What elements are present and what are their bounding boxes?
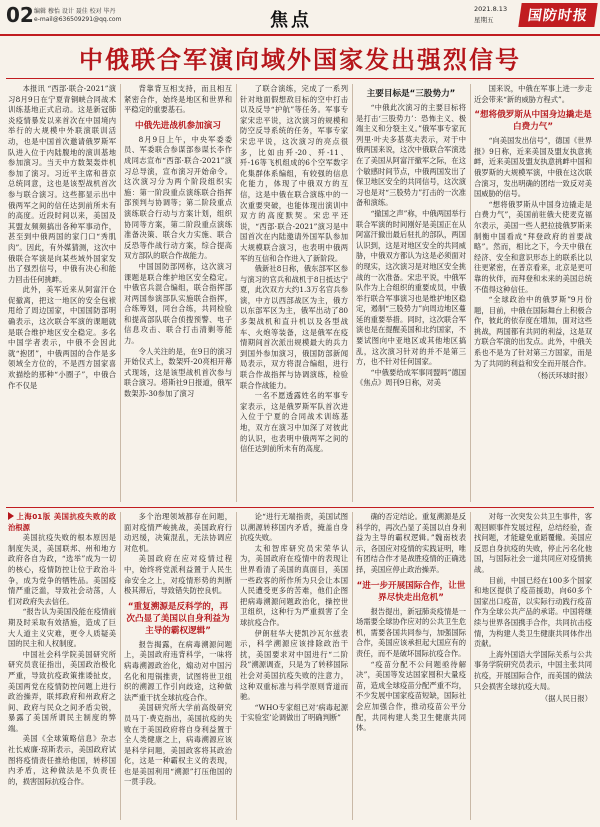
column-divider [470,84,471,502]
bottom-column-2 [124,512,232,820]
paragraph: 对每一次突发公共卫生事件，客观回顾事件发展过程，总结经验，查找问题，才能避免重蹈覆辙。美国应反思自身抗疫的失败，停止污名化他国，与国际社会一道共同应对疫情挑战。 [474,512,592,574]
paragraph: 报告揭露，在病毒溯源问题上，美国政府违背科学，一味将病毒溯源政治化，煽动对中国污名化和甩锅推责，试图将世卫组织的溯源工作引向歧途，这种做法严重干扰全球抗疫合作。 [124,639,232,702]
subheading: “想将俄罗斯从中国身边撬走是白费力气” [474,110,592,133]
byline: （杨沃环球时报） [533,371,592,381]
paragraph: 8月9日上午，中央军委委员、军委联合参谋部参谋长李作成同志宣布“西部·联合-2021”演习总导演，宣布演习开始命令。这次演习分为两个阶段组织实施：第一阶段重点演练联合指挥部预判与协调等；第二阶段重点演练联合行动与方案计划，组织协同等方案，第二阶段重点演练准备决策、联合火力实施、联合反恐等作战行动方案，综合提高双方部队的联合作战能力。 [124,134,232,261]
column-divider [120,512,121,820]
subheading: 主要目标是“三股势力” [366,89,456,99]
story-divider [6,507,594,508]
byline: （据人民日报） [540,694,592,704]
paragraph: 美国研究所大学前高级研究员马丁·费克指出，美国抗疫的失败在于美国政府将自身利益置于全人类健康之上，病毒溯源应该是科学问题，美国政客将其政治化，这是一种霸权主义的表现，也是美国利用“溯源”打压他国的一贯手段。 [124,703,232,787]
paragraph: “中俄此次演习的主要目标将是打击‘三股势力’：恐怖主义、极端主义和分裂主义。”俄军事专家瓦列里·叶夫多基莫夫表示，对于中俄两国来说，这次中俄联合军演选在了美国从阿富汗撤军之际，在这个敏感时间节点，中俄两国发出了保卫地区安全的共同信号，这次演习也是对“三股势力”打击的一次准备和演练。 [356,103,466,208]
paragraph: 本报讯 “西部·联合-2021”演习8月9日在宁夏青铜峡合同战术训练基地正式启动。这是新冠肺炎疫情暴发以来首次在中国境内举行的大规模中外联演联训活动，也是中国首次邀请俄罗斯军队进入位于内陆腹地的演训基地参加演习。当天中方数架轰炸机参加了演习。习近平主席和普京总统同意，这也是该型战机首次参与联合演习。这些都显示出中俄两军之间的信任达到前所未有的高度。近段时间以来，美国及其盟友频频搞出各种军事动作，甚至到中俄两国的家门口“秀肌肉”。因此，有外媒猜测，这次中俄联合军演是向某些域外国家发出了强烈信号，中俄有决心和能力回击任何挑衅。 [8,84,116,284]
bottom-column-4 [356,512,466,820]
paragraph: “全球政治中的俄罗斯”9月份题，目前，中俄在国际舞台上积极合作，彼此的依存度在增加，面对这些挑战，两国都有共同的利益，这是双方联合军演的出发点。此外，中俄关系也不是为了针对第三方国家，而是为了共同的利益和安全而开展合作。 [474,295,592,368]
top-column-1 [8,84,116,502]
bottom-column-3 [240,512,348,820]
paragraph: 上海外国语大学国际关系与公共事务学院研究员表示，中国主张共同抗疫，开展国际合作，而美国的做法只会损害全球抗疫大局。 [474,649,592,691]
paragraph: 中国社会科学院美国研究所研究员袁征指出，美国政治极化严重，导致抗疫政策推诿扯皮，美国两党在疫情防控问题上进行政治操弄，联邦政府和州政府之间、政府与民众之间矛盾尖锐，暴露了美国所谓民主制度的弊端。 [8,649,116,733]
paragraph: “中俄要给成军事同盟吗”德国《焦点》周刊9日称，对美 [356,367,466,388]
paragraph: 目前，中国已经在100多个国家和地区提供了疫苗援助，向60多个国家出口疫苗，以实际行动践行疫苗作为全球公共产品的承诺。中国将继续与世界各国携手合作，共同抗击疫情，为构建人类卫生健康共同体作出贡献。 [474,575,592,649]
issue-date: 2021.8.13 [474,5,508,13]
paragraph: 背靠背互相支持，而且相互紧密合作，始终是地区和世界和平稳定的重要基石。 [124,84,232,115]
newspaper-logo: 国防时报 [518,3,597,27]
page-header [0,0,600,36]
top-column-5 [474,84,592,502]
paragraph: 论“进行无端指责，美国试图以溯源转移国内矛盾，掩盖自身抗疫失败。 [240,512,348,543]
paragraph: 确的否定结论。重复溯源是反科学的，再次凸显了美国以自身利益为主导的霸权逻辑。”魏南枝表示，各国应对疫情的实践证明，唯有团结合作才是战胜疫情的正确选择，美国应停止政治操弄。 [356,512,466,574]
column-divider [352,84,353,502]
column-divider [470,512,471,820]
column-divider [236,512,237,820]
subheading: 中俄先进战机参加演习 [135,120,221,131]
paragraph: 伊朗驻华大使凯沙瓦尔兹表示，科学溯源应该排除政治干扰，美国要求对中国进行“二阶段”溯源调查，只是为了转移国际社会对美国抗疫失败的注意力，这种双重标准与科学原则背道而驰。 [240,628,348,702]
paragraph: 俄新社8日称，俄东部军区参与演习的官兵和战机于8日抵达宁夏，此次双方大约1.3万名官兵参演，中方以西部战区为主，俄方以东部军区为主，俄军出动了80多架战机和直升机以及各型战车、火炮等装备，这是俄军在疫情期间首次派出规模最大的兵力到国外参加演习，俄国防部新闻局表示，双方将混合编组，进行联合作战指挥与协调演练，检验联合作战能力。 [240,264,348,390]
paragraph: “疫苗分配不公问题亟待解决”，美国等发达国家囤积大量疫苗，造成全球疫苗分配严重不均，不少发展中国家疫苗短缺，国际社会应加强合作，推动疫苗公平分配，共同构建人类卫生健康共同体。 [356,659,466,733]
paragraph: 太和智库研究员宋荣华认为，美国政府在疫情中的表现让世界看清了美国的真面目，美国一些政客的所作所为只会让本国人民遭受更多的苦难，他们企图把病毒溯源问题政治化，操控世卫组织，这种行为严重损害了全球抗疫合作。 [240,543,348,627]
section-title: 焦点 [270,10,312,31]
paragraph: 美国政府在应对疫情过程中，始终将党派利益置于人民生命安全之上，对疫情形势的判断极其滞后，导致错失防控良机。 [124,554,232,596]
bottom-column-5 [474,512,592,820]
paragraph: “WHO专家组已对‘病毒起源于实验室’论调做出了明确判断” [240,702,348,723]
paragraph: 了联合演练，完成了一系列针对地面假想敌目标的空中打击以及反导“护航”等任务。军事专家宋忠平说，这次演习的规模和防空反导系统的任务，军事专家宋忠平说，这次演习的亮点很多，比如由歼-20、歼-11、歼-16等飞机组成的6个空军数字化集群体系编组，有较强的信息化能力，体现了中俄双方的互信，这是中俄在联合演练中的一次重要突破，也能体现出演训中双方的高度默契。宋忠平还说，“西部·联合-2021”演习是中国首次在内陆邀请外国军队参加大规模联合演习，也表明中俄两军的互信和合作进入了新阶段。 [240,84,348,263]
paragraph: 国来说，中俄在军事上进一步走近会带来“新的威胁方程式”。 [474,84,592,104]
top-column-4 [356,84,466,502]
paragraph: 中国国防部网称，这次演习课题是联合维护地区安全稳定。中俄官兵混合编组，联合指挥部对两国参演部队实施联合指挥，合练筹划，同台合练，共同检验和提高部队联合侦搜预警、电子信息攻击、联合打击清剿等能力。 [124,261,232,346]
paragraph: 多个治理领域都存在问题，面对疫情严峻挑战，美国政府行动迟缓，决策混乱，无法协调应对危机。 [124,512,232,553]
column-divider [120,84,121,502]
paragraph [8,512,116,533]
story-lead: 上海01版 美国抗疫失败的政治根源 [8,512,116,532]
column-divider [236,84,237,502]
column-divider [352,512,353,820]
paragraph: 一名不愿透露姓名的军事专家表示，这是俄罗斯军队首次进入位于宁夏的合同战术训练基地，双方在演习中加深了对彼此的认识，也表明中俄两军之间的信任达到前所未有的高度。 [240,391,348,454]
subheading: “进一步开展国际合作，让世界尽快走出危机” [356,580,466,603]
page-number: 02 [6,3,34,27]
editor-email: e-mail@636509291@qq.com [34,16,122,23]
paragraph: “报告认为美国没能在疫情前期及时采取有效措施，造成了巨大人道主义灾难，更令人质疑美国的民主和人权制度。 [8,607,116,649]
paragraph: “撤国之声”称，中俄两国举行联合军演的时间刚好是美国正在从阿富汗撤出最后驻扎的部队，两国认识到，这是对地区安全的共同威胁，中俄双方都认为这是必须面对的现实，这次演习是对地区安全挑战的一次准备。宋忠平说，中俄军队作为上合组织的重要成员，中俄举行联合军事演习也是维护地区稳定，遏制“三股势力”向周边地区蔓延的重要举措。同时，这次联合军演也是在提醒美国和北约国家，不要试图向中亚地区或其他地区搞乱，这次演习针对的并不是第三方，也不针对任何国家。 [356,208,466,367]
issue-weekday: 星期五 [474,16,494,24]
triangle-marker-icon [8,512,14,520]
paragraph: “向美国发出信号”，德国《世界报》9日称，近来美国及盟友执意挑衅，近来美国及盟友执意挑衅中国和俄罗斯的大规模军演，中俄在这次联合演习，发出明确的团结一致反对美国威胁的信号。 [474,136,592,199]
staff-credits: 编辑 穆怡 设计 聂佳 校对 毕丹 [34,8,116,15]
bottom-column-1 [8,512,116,820]
paragraph: 此外，美军近来从阿富汗仓促撤离，把这一地区的安全包袱甩给了周边国家，中国国防部明确表示，这次联合军演的课题就是联合维护地区安全稳定。多名中国学者表示，中俄不会因此就“抱团”，中俄两国的合作是多领域全方位的，不是西方国家喜欢描绘的那种“小圈子”，中俄合作不仅是 [8,285,116,390]
subheading: “重复溯源是反科学的，再次凸显了美国以自身利益为主导的霸权逻辑” [126,601,230,636]
top-headline: 中俄联合军演向域外国家发出强烈信号 [79,46,521,74]
paragraph: 令人关注的是，在9日的演习开始仪式上，数架歼-20亮相开幕式现场，这是该型战机首次参与联合演习。塔斯社9日报道，俄军数架苏-30参加了演习 [124,346,232,399]
paragraph: 美国抗疫失败的根本原因是制度失灵，美国联邦、州和地方政府各自为政，“选举”成为一切的核心，疫情防控让位于政治斗争，成为党争的牺牲品。美国疫情严重泛滥，导致社会动荡，人们对政府失去信任。 [8,533,116,606]
paragraph: “想将俄罗斯从中国身边撬走是白费力气”，美国前驻俄大使麦克福尔表示，美国一些人把拉拢俄罗斯来制衡中国看成“拜登政府的首要战略”。然而，相比之下，今天中俄在经济、安全和意识形态上的联系比以往更紧密，在普京看来，北京是更可靠的伙伴，而拜登和未来的美国总统不值得这种信任。 [474,199,592,294]
top-column-3 [240,84,348,502]
paragraph: 美国《全球策略信息》杂志社长威廉·琼斯表示，美国政府试图将疫情责任推给他国，转移国内矛盾，这种做法是不负责任的，损害国际抗疫合作。 [8,734,116,786]
headline-rule [6,78,594,79]
paragraph: 报告提出，新冠肺炎疫情是一场需要全球协作应对的公共卫生危机，需要各国共同参与，加强国际合作，美国应该承担起大国应有的责任，而不是破坏国际抗疫合作。 [356,606,466,658]
top-column-2 [124,84,232,502]
